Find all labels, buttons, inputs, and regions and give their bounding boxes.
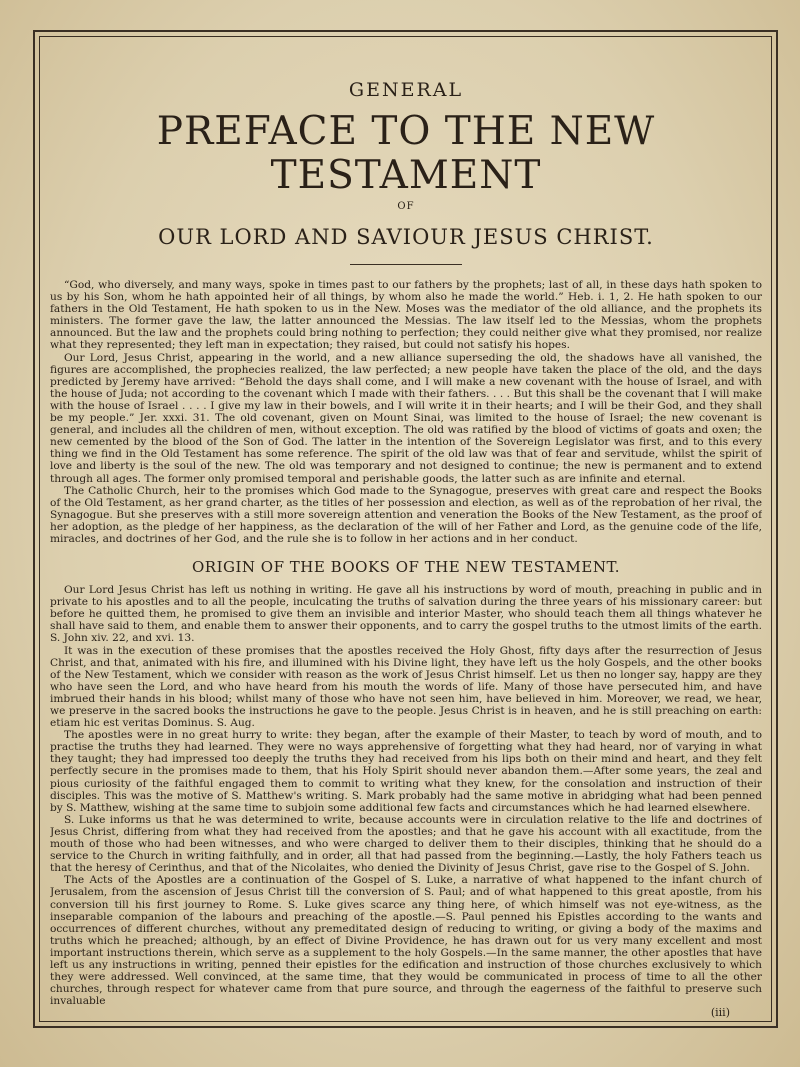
paragraph: The Catholic Church, heir to the promises which God made to the Synagogue, preserves with great care and respect the Books of the Old Testament, as her grand charter, as the titles of her possession and election, as well as of the reprobation of her rival, the Synagogue. But she preserves with a still more sovereign attention and veneration the Books of the New Testament, as the proof of her adoption, as the pledge of her happiness, as the declaration of the will of her Father and Lord, as the genuine code of the life, miracles, and doctrines of her God, and the rule she is to follow in her actions and in her conduct. [50,484,762,545]
content-area [50,78,762,1018]
heading-of: OF [397,201,415,212]
paragraph: The Acts of the Apostles are a continuation of the Gospel of S. Luke, a narrative of what happened to the infant church of Jerusalem, from the ascension of Jesus Christ till the conversion of S. Paul; and of what happened to this great apostle, from his conversion till his first journey to Rome. S. Luke gives scarce any thing here, of which himself was not eye-witness, as the inseparable companion of the labours and preaching of the apostle.—S. Paul penned his Epistles according to the wants and occurrences of different churches, without any premeditated design of reducing to writing, or giving a body of the maxims and truths which he preached; although, by an effect of Divine Providence, he has drawn out for us very many excellent and most important instructions therein, which serve as a supplement to the holy Gospels.—In the same manner, the other apostles that have left us any instructions in writing, penned their epistles for the edification and instruction of those churches exclusively to which they were addressed. Well convinced, at the same time, that they would be communicated in process of time to all the other churches, through respect for whatever came from that pure source, and through the eagerness of the faithful to preserve such invaluable [50,874,762,1008]
paragraph: Our Lord, Jesus Christ, appearing in the world, and a new alliance superseding the old, the shadows have all vanished, the figures are accomplished, the prophecies realized, the law perfected; a new people have taken the place of the old, and the days predicted by Jeremy have arrived: “Behold the days shall come, and I will make a new covenant with the house of Israel, and with the house of Juda; not according to the covenant which I made with their fathers. . . . But this shall be the covenant that I will make with the house of Israel . . . . I give my law in their bowels, and I will write it in their hearts; and I will be their God, and they shall be my people.” Jer. xxxi. 31. The old covenant, given on Mount Sinai, was limited to the house of Israel; the new covenant is general, and includes all the children of men, without exception. The old was ratified by the blood of victims of goats and oxen; the new cemented by the blood of the Son of God. The latter in the intention of the Sovereign Legislator was first, and to this every thing we find in the Old Testament has some reference. The spirit of the old law was that of fear and servitude, whilst the spirit of love and liberty is the soul of the new. The old was temporary and not designed to continue; the new is permanent and to extend through all ages. The former only promised temporal and perishable goods, the latter such as are infinite and eternal. [50,351,762,485]
section-heading: ORIGIN OF THE BOOKS OF THE NEW TESTAMENT. [191,558,621,577]
paragraph: Our Lord Jesus Christ has left us nothing in writing. He gave all his instructions by word of mouth, preaching in public and in private to his apostles and to all the people, inculcating the truths of salvation during the three years of his missionary career: but before he quitted them, he promised to give them an invisible and interior Master, who should teach them all things whatever he shall have said to them, and enable them to answer their opponents, and to carry the gospel truths to the utmost limits of the earth. S. John xiv. 22, and xvi. 13. [50,584,762,645]
paragraph: The apostles were in no great hurry to write: they began, after the example of their Master, to teach by word of mouth, and to practise the truths they had learned. They were no ways apprehensive of forgetting what they had heard, nor of varying in what they taught; they had impressed too deeply the truths they had received from his lips both on their mind and heart, and they felt perfectly secure in the promises made to them, that his Holy Spirit should never abandon them.—After some years, the zeal and pious curiosity of the faithful engaged them to commit to writing what they knew, for the consolation and instruction of their disciples. This was the motive of S. Matthew's writing. S. Mark probably had the same motive in abridging what had been penned by S. Matthew, wishing at the same time to subjoin some additional few facts and circumstances which he had learned elsewhere. [50,729,762,814]
page-number: (iii) [710,1006,730,1019]
paragraph: S. Luke informs us that he was determined to write, because accounts were in circulation relative to the life and doctrines of Jesus Christ, differing from what they had received from the apostles; and that he gave his account with all exactitude, from the mouth of those who had been witnesses, and who were charged to deliver them to their disciples, thinking that he should do a service to the Church in writing faithfully, and in order, all that had passed from the beginning.—Lastly, the holy Fathers teach us that the heresy of Cerinthus, and that of the Nicolaites, who denied the Divinity of Jesus Christ, gave rise to the Gospel of S. John. [50,813,762,875]
paragraph: “God, who diversely, and many ways, spoke in times past to our fathers by the prophets; last of all, in these days hath spoken to us by his Son, whom he hath appointed heir of all things, by whom also he made the world.” Heb. i. 1, 2. He hath spoken to our fathers in the Old Testament, He hath spoken to us in the New. Moses was the mediator of the old alliance, and the prophets its ministers. The former gave the law, the latter announced the Messias. The law itself led to the Messias, whom the prophets announced. But the law and the prophets could bring nothing to perfection; they could neither give what they promised, nor realize what they represented; they left man in expectation; they raised, but could not satisfy his hopes. [50,279,762,352]
page-title: PREFACE TO THE NEW TESTAMENT [156,109,656,198]
title-divider [350,264,462,265]
page-subtitle: OUR LORD AND SAVIOUR JESUS CHRIST. [158,225,654,249]
paragraph: It was in the execution of these promises that the apostles received the Holy Ghost, fifty days after the resurrection of Jesus Christ, and that, animated with his fire, and illumined with his Divine light, they have left us the holy Gospels, and the other books of the New Testament, which we consider with reason as the work of Jesus Christ himself. Let us then no longer say, happy are they who have seen the Lord, and who have heard from his mouth the words of life. Many of those have persecuted him, and have imbrued their hands in his blood; whilst many of those who have not seen him, have believed in him. Moreover, we read, we hear, we preserve in the sacred books the instructions he gave to the people. Jesus Christ is in heaven, and he is still preaching on earth: etiam hic est veritas Dominus. S. Aug. [50,644,762,730]
preface-text [50,279,762,1007]
heading-general: GENERAL [348,79,464,101]
